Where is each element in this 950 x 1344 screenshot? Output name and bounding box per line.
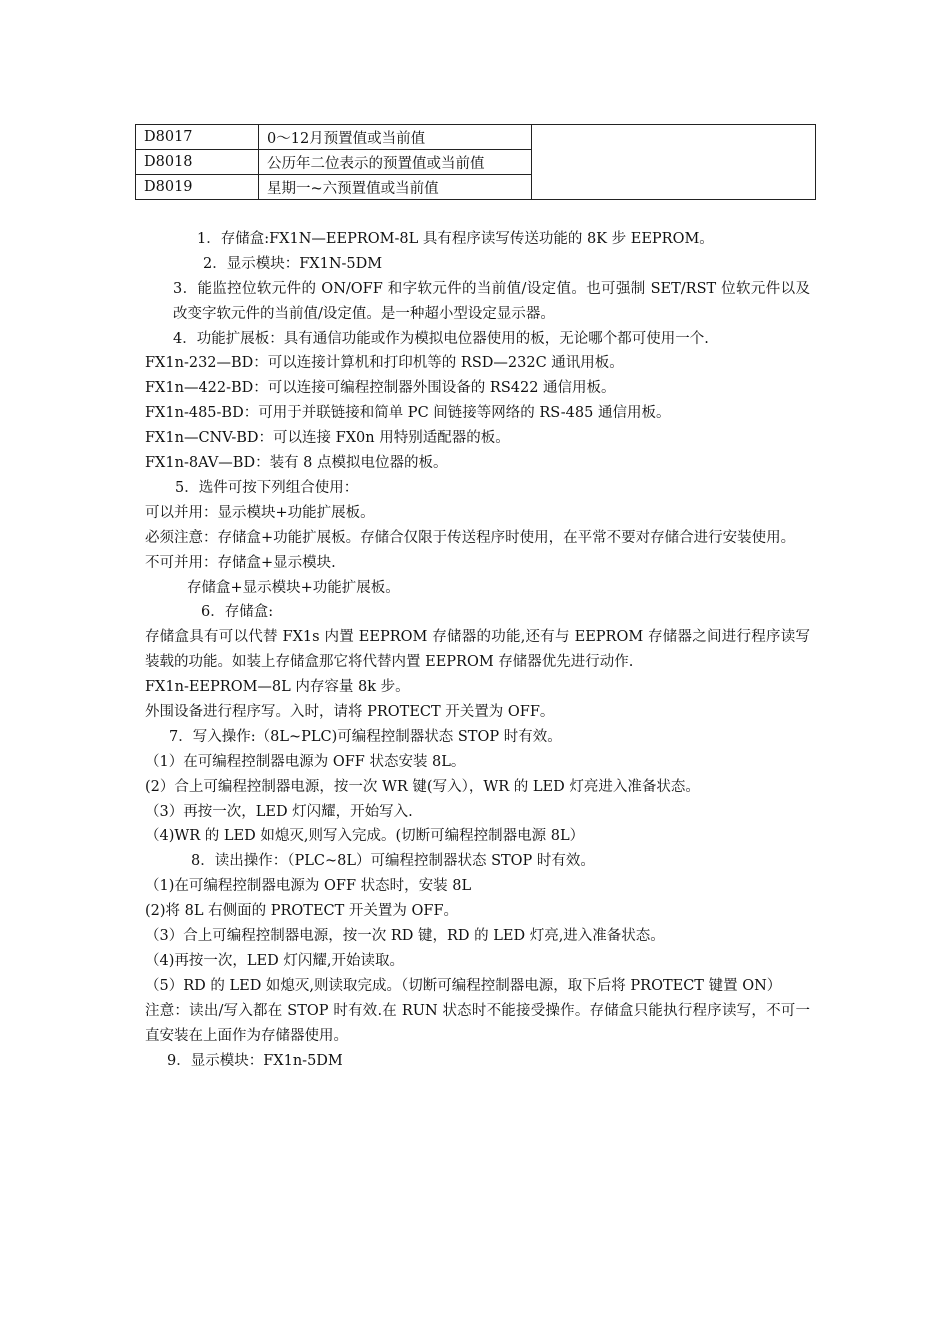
register-code: D8019 — [136, 175, 259, 200]
register-code: D8018 — [136, 150, 259, 175]
write-step-1: （1）在可编程控制器电源为 OFF 状态安装 8L。 — [145, 753, 466, 770]
item-8-read-operation: 8．读出操作：（PLC~8L）可编程控制器状态 STOP 时有效。 — [191, 853, 595, 870]
item-9-display-module: 9．显示模块：FX1n-5DM — [167, 1052, 343, 1069]
item-5-combination-heading: 5．选件可按下列组合使用： — [175, 479, 359, 496]
board-485-bd: FX1n-485-BD：可用于并联链接和简单 PC 间链接等网络的 RS-485 通信用板。 — [145, 405, 671, 422]
caution-label: 必须注意： — [145, 529, 218, 546]
board-8av-bd: FX1n-8AV—BD：装有 8 点模拟电位器的板。 — [145, 455, 448, 472]
combo-allowed: 可以并用：显示模块+功能扩展板。 — [145, 504, 375, 521]
combo-not-allowed-continued: 存储盒+显示模块+功能扩展板。 — [187, 579, 400, 596]
merged-empty-cell — [532, 125, 816, 200]
operation-note: 注意：读出/写入都在 STOP 时有效.在 RUN 状态时不能接受操作。存储盒只能执行程序读写，不可一直安装在上面作为存储器使用。 — [145, 1002, 810, 1044]
register-description: 星期一~六预置值或当前值 — [259, 175, 532, 200]
storage-cassette-description: 存储盒具有可以代替 FX1s 内置 EEPROM 存储器的功能,还有与 EEPROM 存储器之间进行程序读写装载的功能。如装上存储盒那它将代替内置 EEPROM 存储器优先进行动作. — [145, 629, 810, 671]
table-row — [136, 125, 816, 150]
board-232-bd: FX1n-232—BD：可以连接计算机和打印机等的 RSD—232C 通讯用板。 — [145, 355, 624, 372]
item-6-storage-cassette-heading: 6．存储盒: — [201, 604, 274, 621]
read-step-3: （3）合上可编程控制器电源，按一次 RD 键，RD 的 LED 灯亮,进入准备状态。 — [145, 928, 665, 945]
combo-not-allowed: 不可并用：存储盒+显示模块. — [145, 554, 336, 571]
register-description: 0～12月预置值或当前值 — [259, 125, 532, 150]
register-table — [135, 124, 816, 200]
board-cnv-bd: FX1n—CNV-BD：可以连接 FX0n 用特别适配器的板。 — [145, 430, 510, 447]
item-4-expansion-board: 4．功能扩展板：具有通信功能或作为模拟电位器使用的板，无论哪个都可使用一个. — [173, 330, 709, 347]
write-step-2: (2）合上可编程控制器电源，按一次 WR 键(写入），WR 的 LED 灯亮进入准备状态。 — [145, 778, 700, 795]
write-step-3: （3）再按一次，LED 灯闪耀，开始写入. — [145, 803, 413, 820]
register-description: 公历年二位表示的预置值或当前值 — [259, 150, 532, 175]
read-step-2: (2)将 8L 右侧面的 PROTECT 开关置为 OFF。 — [145, 903, 459, 920]
document-body — [145, 227, 810, 1073]
item-3-monitor-description: 3．能监控位软元件的 ON/OFF 和字软元件的当前值/设定值。也可强制 SET/RST 位软元件以及改变字软元件的当前值/设定值。是一种超小型设定显示器。 — [173, 280, 810, 322]
item-7-write-operation: 7．写入操作:（8L~PLC)可编程控制器状态 STOP 时有效。 — [169, 728, 562, 745]
board-422-bd: FX1n—422-BD：可以连接可编程控制器外围设备的 RS422 通信用板。 — [145, 380, 616, 397]
read-step-4: （4)再按一次，LED 灯闪耀,开始读取。 — [145, 952, 404, 969]
storage-capacity: FX1n-EEPROM—8L 内存容量 8k 步。 — [145, 679, 410, 696]
combo-caution — [145, 526, 810, 551]
write-step-4: （4)WR 的 LED 如熄灭,则写入完成。(切断可编程控制器电源 8L） — [145, 828, 585, 845]
caution-text: 存储盒+功能扩展板。存储合仅限于传送程序时使用，在平常不要对存储合进行安装使用。 — [217, 529, 796, 546]
read-step-1: （1)在可编程控制器电源为 OFF 状态时，安装 8L — [145, 878, 472, 895]
item-2-display-module: 2．显示模块：FX1N-5DM — [203, 255, 383, 272]
item-1-storage-cassette: 1．存储盒:FX1N—EEPROM-8L 具有程序读写传送功能的 8K 步 EEPROM。 — [197, 231, 714, 247]
register-code: D8017 — [136, 125, 259, 150]
read-step-5: （5）RD 的 LED 如熄灭,则读取完成。（切断可编程控制器电源，取下后将 PROTECT 键置 ON） — [145, 977, 782, 994]
protect-switch-note: 外围设备进行程序写。入时，请将 PROTECT 开关置为 OFF。 — [145, 704, 555, 720]
